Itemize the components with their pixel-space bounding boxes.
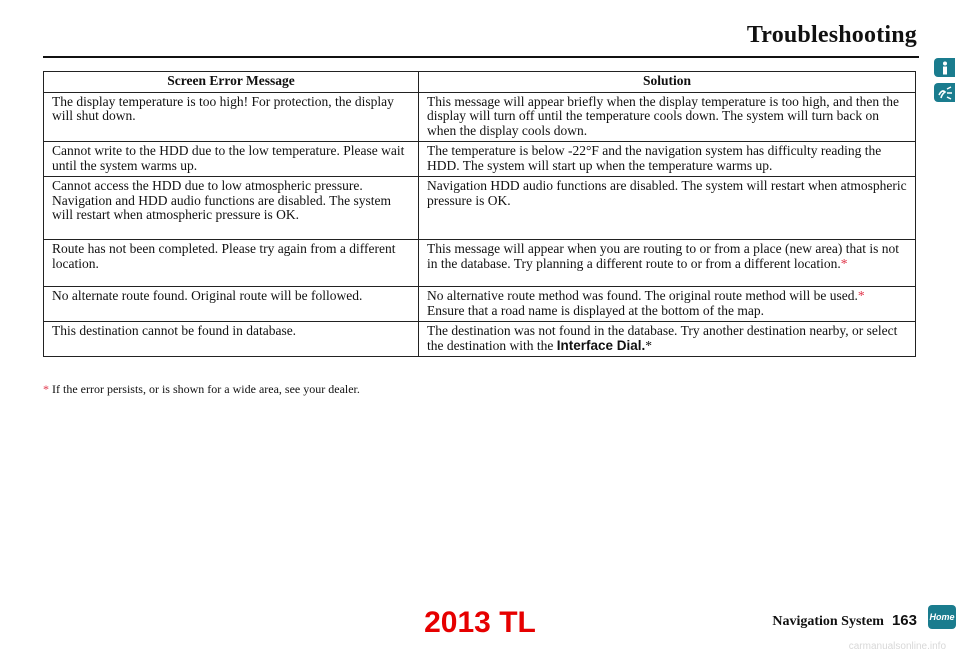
error-message-cell: No alternate route found. Original route will be followed. (44, 287, 419, 322)
page-number: 163 (891, 612, 917, 629)
column-header: Solution (419, 72, 916, 93)
table-row (44, 142, 916, 177)
solution-cell: Navigation HDD audio functions are disabled. The system will restart when atmospheric pressure is OK. (419, 177, 916, 240)
error-message-cell: Cannot access the HDD due to low atmospheric pressure. Navigation and HDD audio functions are disabled. The system will restart when atmospheric pressure is OK. (44, 177, 419, 240)
error-message-cell: Route has not been completed. Please try again from a different location. (44, 240, 419, 287)
page-title: Troubleshooting (746, 22, 917, 48)
table-row (44, 287, 916, 322)
site-watermark: carmanualsonline.info (848, 641, 946, 652)
solution-cell: This message will appear briefly when the display temperature is too high, and then the display will turn off until the temperature cools down. The system will turn back on when the display cools down. (419, 92, 916, 142)
table-row (44, 240, 916, 287)
error-message-cell: The display temperature is too high! For protection, the display will shut down. (44, 92, 419, 142)
solution-cell (419, 287, 916, 322)
section-name: Navigation System (772, 614, 884, 629)
footnote-text: If the error persists, or is shown for a wide area, see your dealer. (52, 382, 360, 396)
asterisk-marker: * (857, 288, 865, 303)
column-header: Screen Error Message (44, 72, 419, 93)
solution-cell (419, 322, 916, 357)
asterisk-marker: * (840, 255, 848, 271)
asterisk-marker: * (645, 337, 653, 353)
error-message-table (43, 71, 916, 357)
solution-text: Ensure that a road name is displayed at the bottom of the map. (427, 302, 765, 318)
interface-dial-label: Interface Dial. (556, 337, 646, 353)
solution-cell (419, 240, 916, 287)
model-year-watermark: 2013 TL (424, 606, 536, 639)
solution-text: The destination was not found in the database. Try another destination nearby, or select the destination with the (427, 323, 898, 353)
solution-text: No alternative route method was found. The original route method will be used. (427, 288, 858, 303)
solution-cell: The temperature is below -22°F and the navigation system has difficulty reading the HDD. The system will start up when the temperature warms up. (419, 142, 916, 177)
table-row (44, 92, 916, 142)
error-message-cell: This destination cannot be found in database. (44, 322, 419, 357)
table-row (44, 322, 916, 357)
table-header-row (44, 72, 916, 93)
home-icon: Home (929, 612, 955, 622)
footnote (43, 382, 360, 397)
voice-command-icon[interactable] (934, 83, 955, 102)
info-icon[interactable] (934, 58, 955, 77)
side-tabs (934, 58, 955, 102)
error-message-cell: Cannot write to the HDD due to the low temperature. Please wait until the system warms up. (44, 142, 419, 177)
table-row (44, 177, 916, 240)
footnote-marker: * (43, 382, 49, 396)
solution-text: This message will appear when you are routing to or from a place (new area) that is not in the database. Try planning a different route to or from a different location. (427, 241, 899, 271)
header-rule (43, 56, 919, 58)
